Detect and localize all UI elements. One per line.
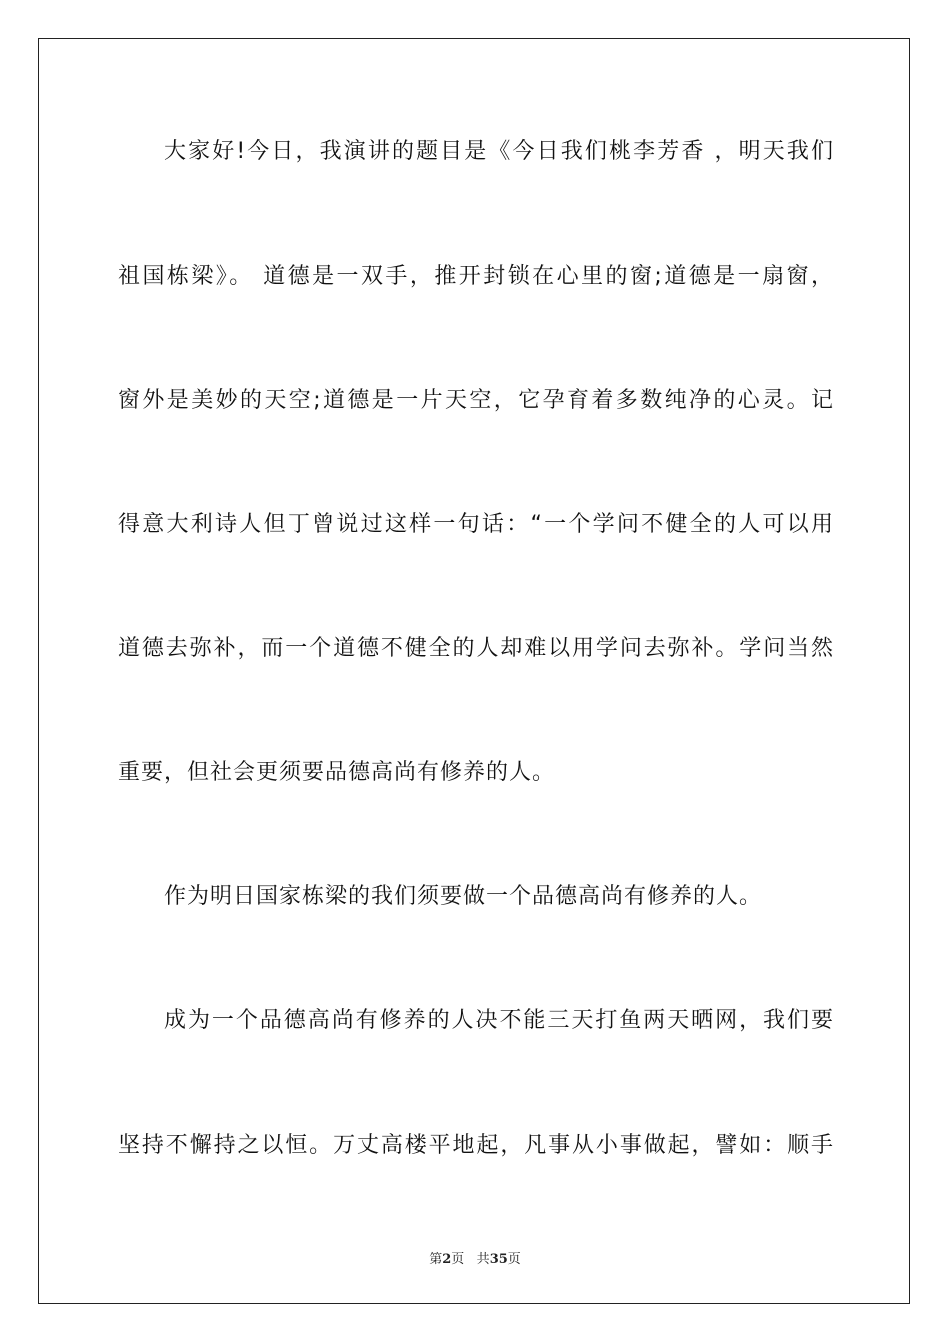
page-border: [38, 38, 910, 1304]
text-line-2: 祖国栋梁》。 道德是一双手，推开封锁在心里的窗;道德是一扇窗，: [118, 264, 834, 289]
page-prefix: 第: [429, 1252, 443, 1267]
text-line-6: 重要，但社会更须要品德高尚有修养的人。: [118, 760, 556, 785]
total-suffix: 页: [507, 1252, 521, 1267]
footer-gap: [464, 1252, 476, 1267]
total-pages: 35: [489, 1252, 508, 1267]
text-line-1: 大家好!今日，我演讲的题目是《今日我们桃李芳香 ，明天我们: [164, 139, 834, 164]
page-footer: [0, 1248, 950, 1267]
text-line-8: 成为一个品德高尚有修养的人决不能三天打鱼两天晒网，我们要: [164, 1008, 834, 1033]
page-number: 2: [442, 1252, 452, 1267]
text-line-7: 作为明日国家栋梁的我们须要做一个品德高尚有修养的人。: [164, 884, 763, 909]
total-prefix: 共: [476, 1252, 490, 1267]
text-line-3: 窗外是美妙的天空;道德是一片天空，它孕育着多数纯净的心灵。记: [118, 388, 834, 413]
text-line-5: 道德去弥补，而一个道德不健全的人却难以用学问去弥补。学问当然: [118, 636, 834, 661]
text-line-4: 得意大利诗人但丁曾说过这样一句话：“一个学问不健全的人可以用: [118, 512, 834, 537]
text-line-9: 坚持不懈持之以恒。万丈高楼平地起，凡事从小事做起，譬如：顺手: [118, 1133, 834, 1158]
page-suffix: 页: [451, 1252, 465, 1267]
